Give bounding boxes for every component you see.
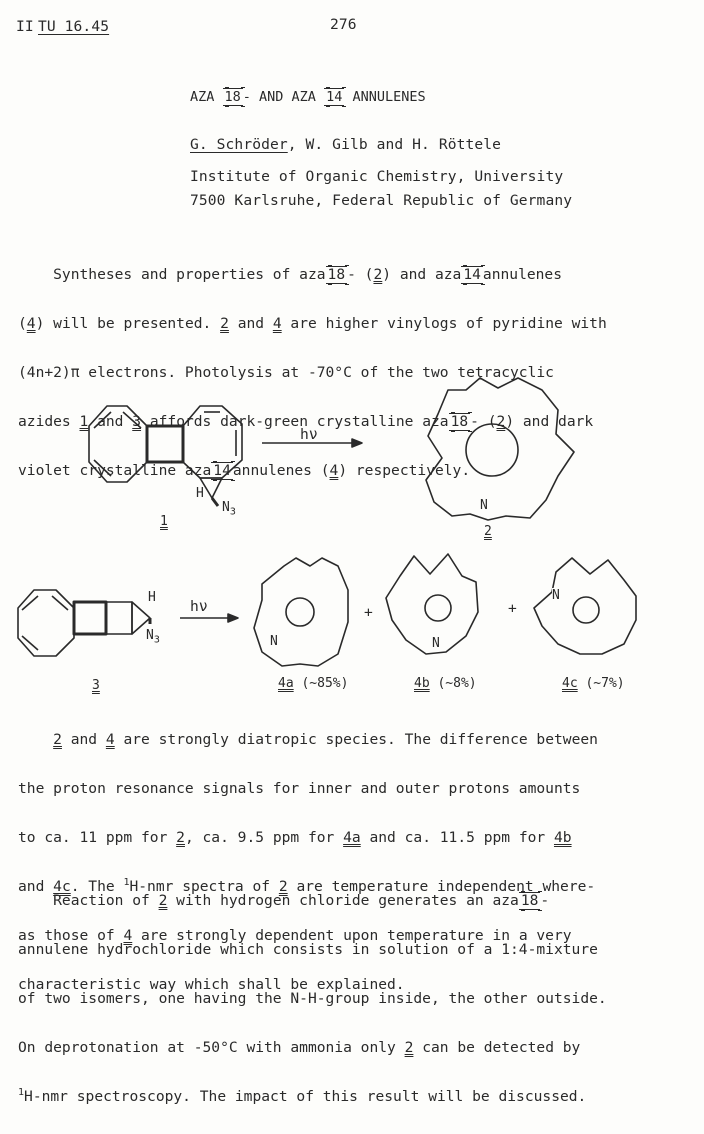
abstract-line: (4n+2)π electrons. Photolysis at -70°C of the two tetracyclic (18, 363, 554, 381)
plus-2: + (508, 600, 517, 617)
body-line: as those of 4 are strongly dependent upon temperature in a very (18, 926, 572, 944)
compound-4c-structure (534, 558, 636, 654)
body-line: of two isomers, one having the N-H-group inside, the other outside. (18, 989, 607, 1007)
compound-4c-label: 4c (~7%) (562, 676, 625, 691)
body-line: to ca. 11 ppm for 2, ca. 9.5 ppm for 4a and ca. 11.5 ppm for 4b (18, 828, 572, 846)
paper-code: TU 16.45 (38, 18, 110, 35)
abstract-line: (4) will be presented. 2 and 4 are higher vinylogs of pyridine with (18, 314, 607, 332)
compound-2-structure (426, 378, 574, 520)
compound-3-structure (18, 590, 150, 656)
page-number: 276 (330, 16, 357, 33)
body-line: characteristic way which shall be explained. (18, 975, 405, 993)
title-ring-size-18: 18 (224, 89, 241, 105)
compound-1-label: 1 (160, 514, 168, 529)
compound-4a-label: 4a (~85%) (278, 676, 349, 691)
n-label-2: N (480, 498, 488, 513)
affiliation-line-1: Institute of Organic Chemistry, University (190, 168, 564, 185)
azide-label-3: $N_3$ (146, 628, 160, 646)
presenting-author: G. Schröder (190, 136, 288, 153)
body-line: and 4c. The $^1$H-nmr spectra of 2 are temperature independent where- (18, 876, 596, 895)
body-line: On deprotonation at -50°C with ammonia only 2 can be detected by (18, 1038, 581, 1056)
n-label-4b: N (432, 636, 440, 651)
body-line: 2 and 4 are strongly diatropic species. The difference between (53, 730, 598, 748)
h-label-1: H (196, 486, 204, 501)
body-line: annulene hydrochloride which consists in solution of a 1:4-mixture (18, 940, 598, 958)
paper-title: AZA 18 - AND AZA 14 ANNULENES (190, 89, 426, 105)
affiliation-line-2: 7500 Karlsruhe, Federal Republic of Germany (190, 192, 573, 209)
discussion-paragraph (18, 864, 607, 1134)
session-label: II (16, 18, 34, 35)
authors: G. Schröder, W. Gilb and H. Röttele (190, 136, 502, 153)
n-label-4c: N (552, 588, 560, 603)
plus-1: + (364, 604, 373, 621)
body-line: $^1$H-nmr spectroscopy. The impact of this result will be discussed. (18, 1086, 587, 1105)
compound-4b-label: 4b (~8%) (414, 676, 477, 691)
abstract-line: azides 1 and 3 affords dark-green crystalline aza 18 - (2) and dark (18, 412, 594, 430)
body-line: Reaction of 2 with hydrogen chloride generates an aza 18 - (18, 891, 550, 909)
compound-2-label: 2 (484, 524, 492, 539)
compound-4a-structure (254, 558, 348, 666)
azide-label-1: $N_3$ (222, 500, 236, 518)
abstract-line: Syntheses and properties of aza 18 - (2) and aza 14 annulenes (18, 265, 562, 283)
body-line: the proton resonance signals for inner and outer protons amounts (18, 779, 581, 797)
compound-3-label: 3 (92, 678, 100, 693)
compound-1-structure (89, 406, 242, 506)
abstract-line: violet crystalline aza 14 annulenes (4) respectively. (18, 461, 471, 479)
h-label-3: H (148, 590, 156, 605)
hv-label-2: hν (190, 598, 208, 615)
n-label-4a: N (270, 634, 278, 649)
title-ring-size-14: 14 (326, 89, 343, 105)
hv-label-1: hν (300, 426, 318, 443)
